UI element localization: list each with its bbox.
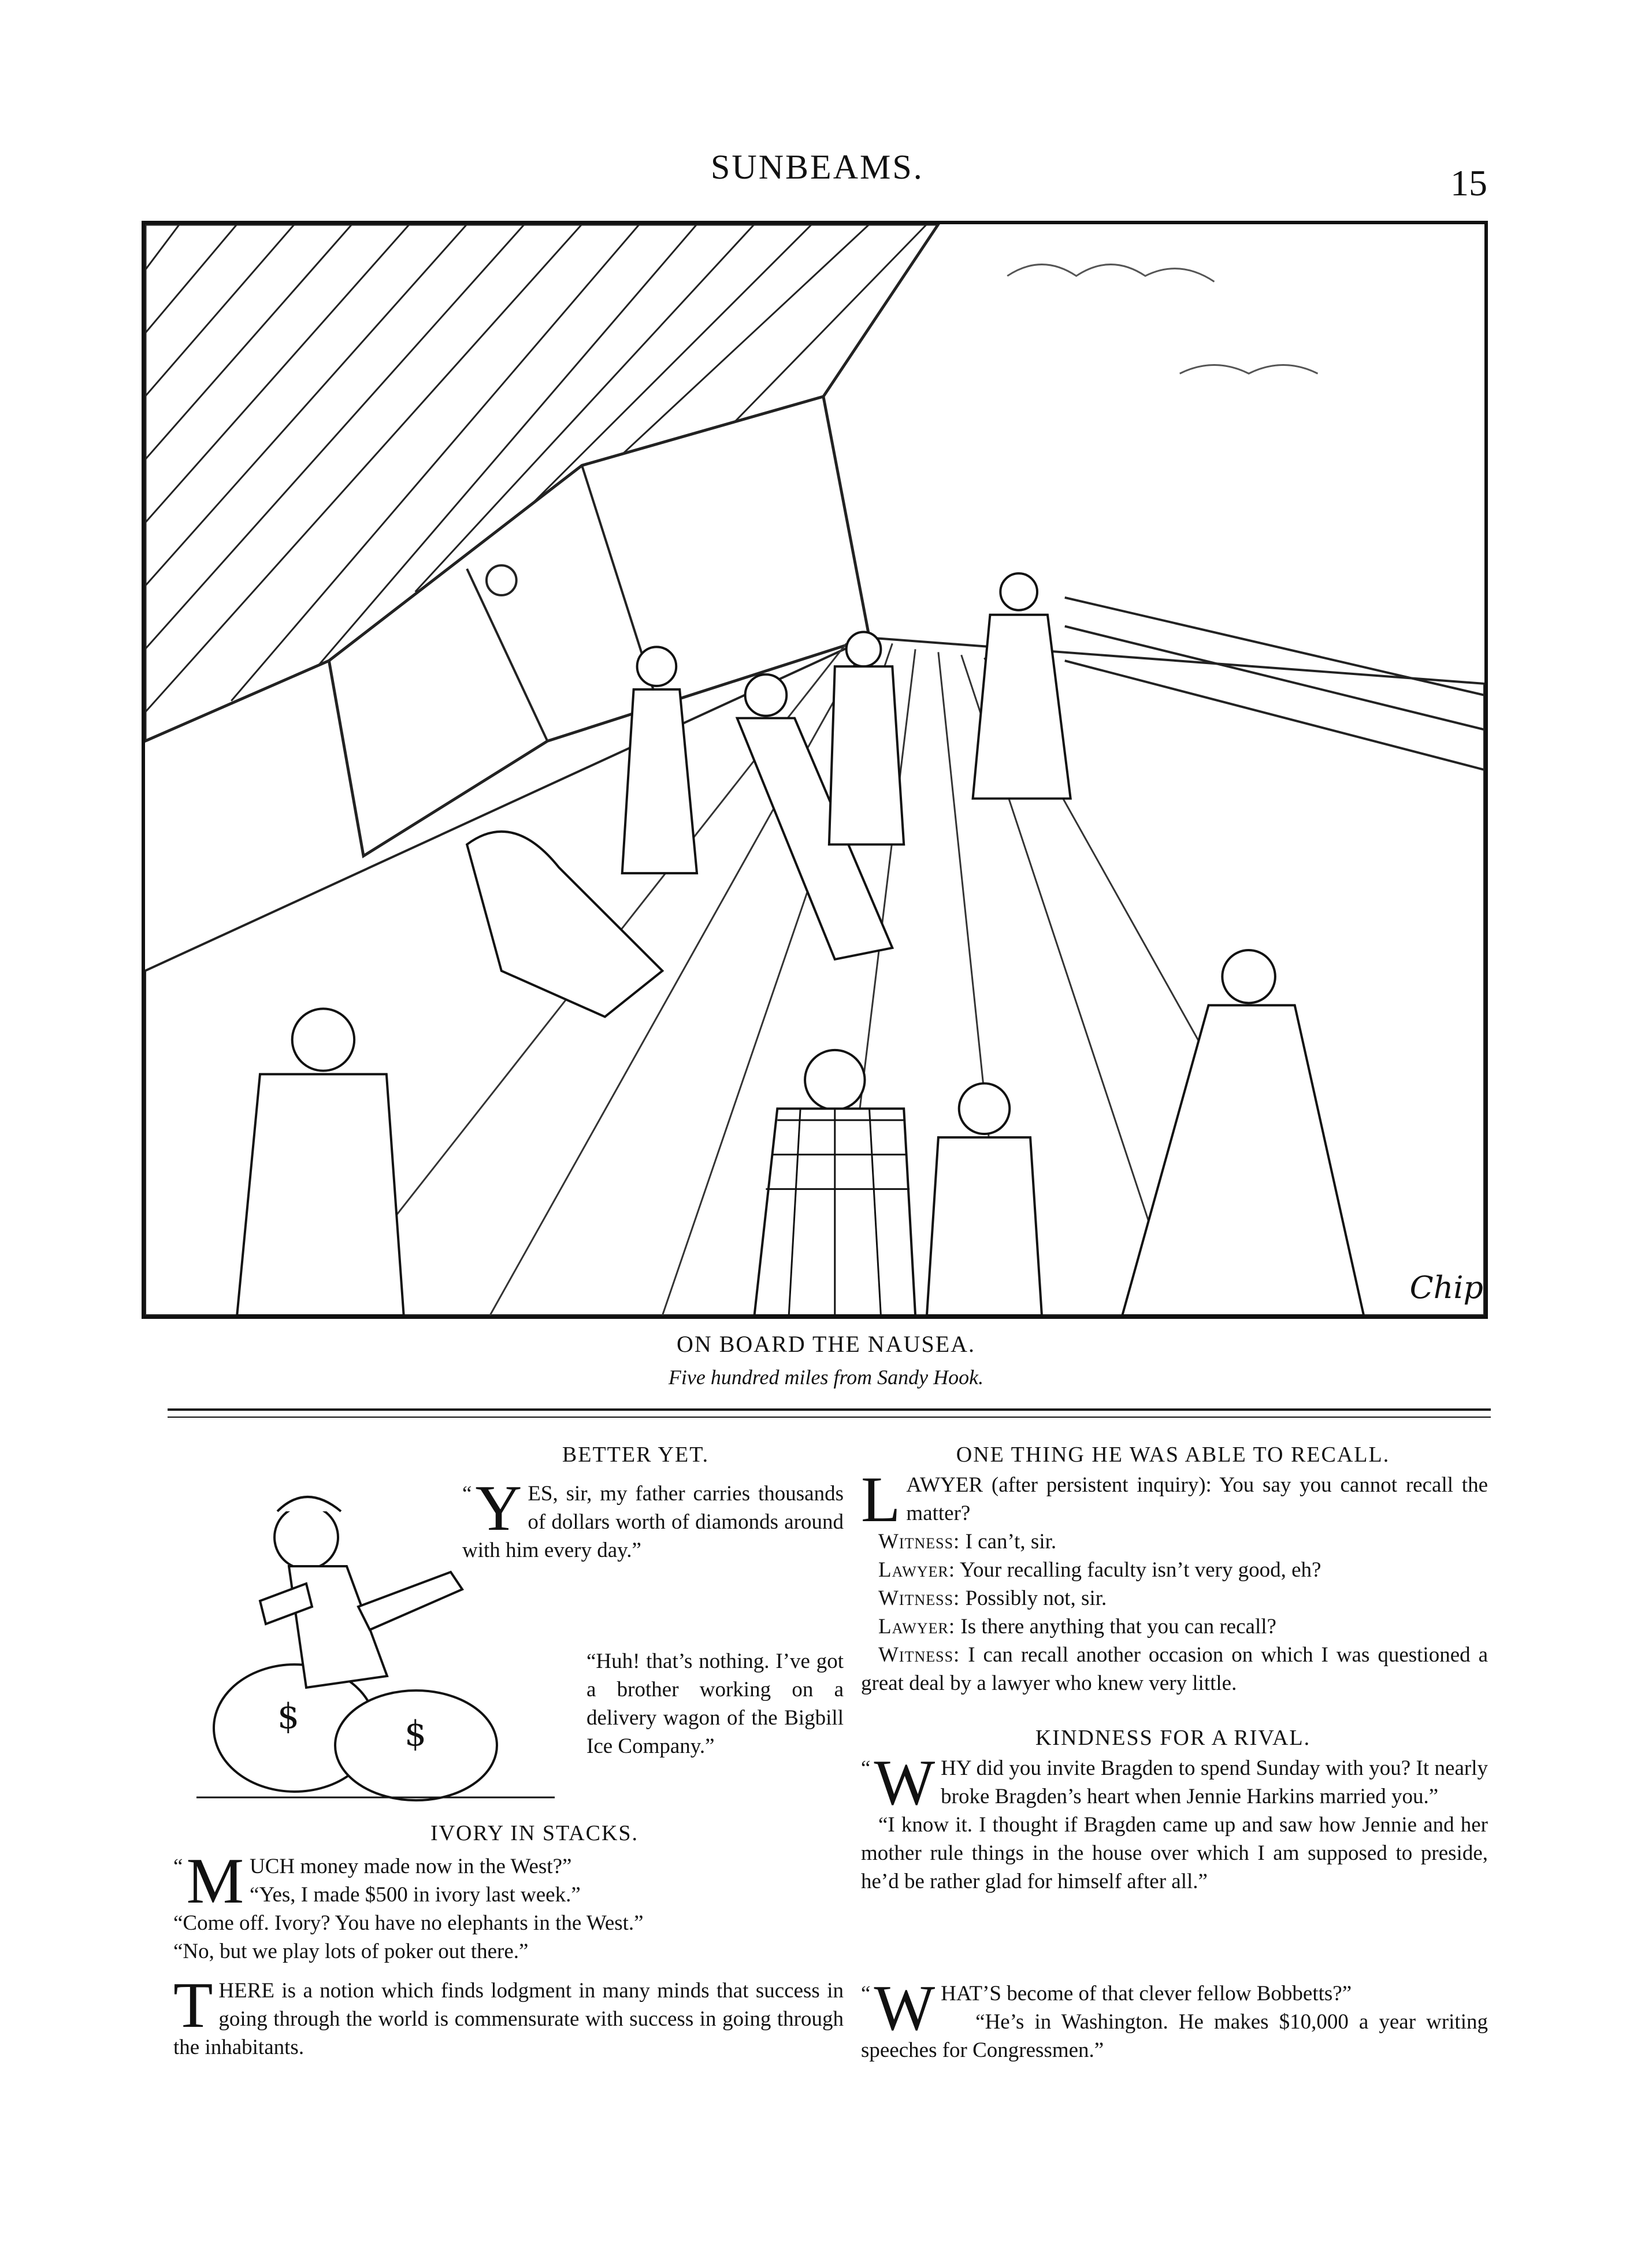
kindness-block <box>861 1747 1488 1896</box>
ivory-line-3: “Come off. Ivory? You have no elephants in the West.” <box>173 1911 644 1935</box>
page-number: 15 <box>1450 162 1487 203</box>
dialogue-line <box>861 1584 1488 1612</box>
recall-intro-text: AWYER (after persistent inquiry): You say you cannot recall the matter? <box>906 1473 1488 1525</box>
ship-deck-cartoon-icon <box>145 224 1484 1315</box>
drop-cap: T <box>173 1970 213 2041</box>
ivory-line-2: “Yes, I made $500 in ivory last week.” <box>250 1883 581 1907</box>
ivory-text-1: UCH money made now in the West?” <box>250 1855 572 1878</box>
dialogue-text: Is there anything that you can recall? <box>960 1615 1276 1638</box>
kindness-text-1: HY did you invite Bragden to spend Sunday with you? It nearly broke Bragden’s heart when Jennie Harkins married you.” <box>941 1756 1488 1808</box>
main-illustration <box>142 221 1488 1319</box>
speaker-label: Witness: <box>878 1643 960 1667</box>
divider-rule <box>168 1417 1491 1418</box>
kindness-paragraph-2: “I know it. I thought if Bragden came up and saw how Jennie and her mother rule things in the house over which I am supposed to preside, he’d be rather glad for himself after all.” <box>861 1813 1488 1893</box>
dialogue-line <box>861 1641 1488 1697</box>
drop-cap: W <box>874 1747 935 1819</box>
caption-subtitle: Five hundred miles from Sandy Hook. <box>668 1366 984 1389</box>
speaker-label: Lawyer: <box>878 1558 956 1582</box>
masthead: SUNBEAMS. <box>711 148 924 186</box>
illustration-signature: Chip <box>1409 1269 1483 1306</box>
recall-block <box>861 1464 1488 1697</box>
svg-text:$: $ <box>404 1714 427 1754</box>
drop-cap: Y <box>475 1473 522 1544</box>
drop-cap: L <box>861 1464 901 1536</box>
recall-intro <box>861 1464 1488 1536</box>
better-yet-paragraph-1 <box>462 1473 844 1564</box>
caption-title: ON BOARD THE NAUSEA. <box>676 1331 976 1357</box>
quote-mark: “ <box>173 1855 183 1878</box>
dialogue-text: Possibly not, sir. <box>965 1586 1107 1610</box>
notion-paragraph <box>173 1970 844 2062</box>
better-yet-text-1: ES, sir, my father carries thousands of dollars worth of diamonds around with him every day.” <box>462 1482 844 1562</box>
heading-kindness: KINDNESS FOR A RIVAL. <box>1035 1726 1311 1750</box>
heading-recall: ONE THING HE WAS ABLE TO RECALL. <box>956 1443 1390 1467</box>
bobbetts-paragraph-2: “He’s in Washington. He makes $10,000 a year writing speeches for Congressmen.” <box>861 2010 1488 2062</box>
heading-ivory-in-stacks: IVORY IN STACKS. <box>430 1821 639 1845</box>
bobbetts-text-1: HAT’S become of that clever fellow Bobbetts?” <box>941 1982 1352 2005</box>
better-yet-paragraph-2: “Huh! that’s nothing. I’ve got a brother working on a delivery wagon of the Bigbill Ice Company.” <box>586 1649 844 1758</box>
speaker-label: Witness: <box>878 1530 960 1554</box>
quote-mark: “ <box>861 1982 871 2005</box>
quote-mark: “ <box>861 1756 871 1780</box>
heading-better-yet: BETTER YET. <box>562 1443 710 1467</box>
speaker-label: Lawyer: <box>878 1615 956 1638</box>
divider-rule <box>168 1408 1491 1411</box>
dialogue-text: I can recall another occasion on which I was questioned a great deal by a lawyer who knew very little. <box>861 1643 1488 1695</box>
drop-cap: W <box>874 1973 935 2044</box>
ivory-line-4: “No, but we play lots of poker out there.” <box>173 1940 529 1963</box>
ivory-block <box>173 1845 844 1966</box>
drop-cap: M <box>186 1845 244 1917</box>
dialogue-line <box>861 1556 1488 1584</box>
quote-mark: “ <box>462 1482 472 1506</box>
dialogue-text: I can’t, sir. <box>965 1530 1057 1554</box>
notion-text: HERE is a notion which finds lodgment in many minds that success in going through the world is commensurate with success in going through the inhabitants. <box>173 1979 844 2059</box>
bobbetts-block <box>861 1973 1488 2064</box>
dialogue-line <box>861 1612 1488 1641</box>
speaker-label: Witness: <box>878 1586 960 1610</box>
dialogue-line <box>861 1528 1488 1556</box>
svg-text:$: $ <box>277 1696 300 1737</box>
kindness-paragraph-1 <box>861 1747 1488 1819</box>
dialogue-text: Your recalling faculty isn’t very good, eh? <box>960 1558 1321 1582</box>
